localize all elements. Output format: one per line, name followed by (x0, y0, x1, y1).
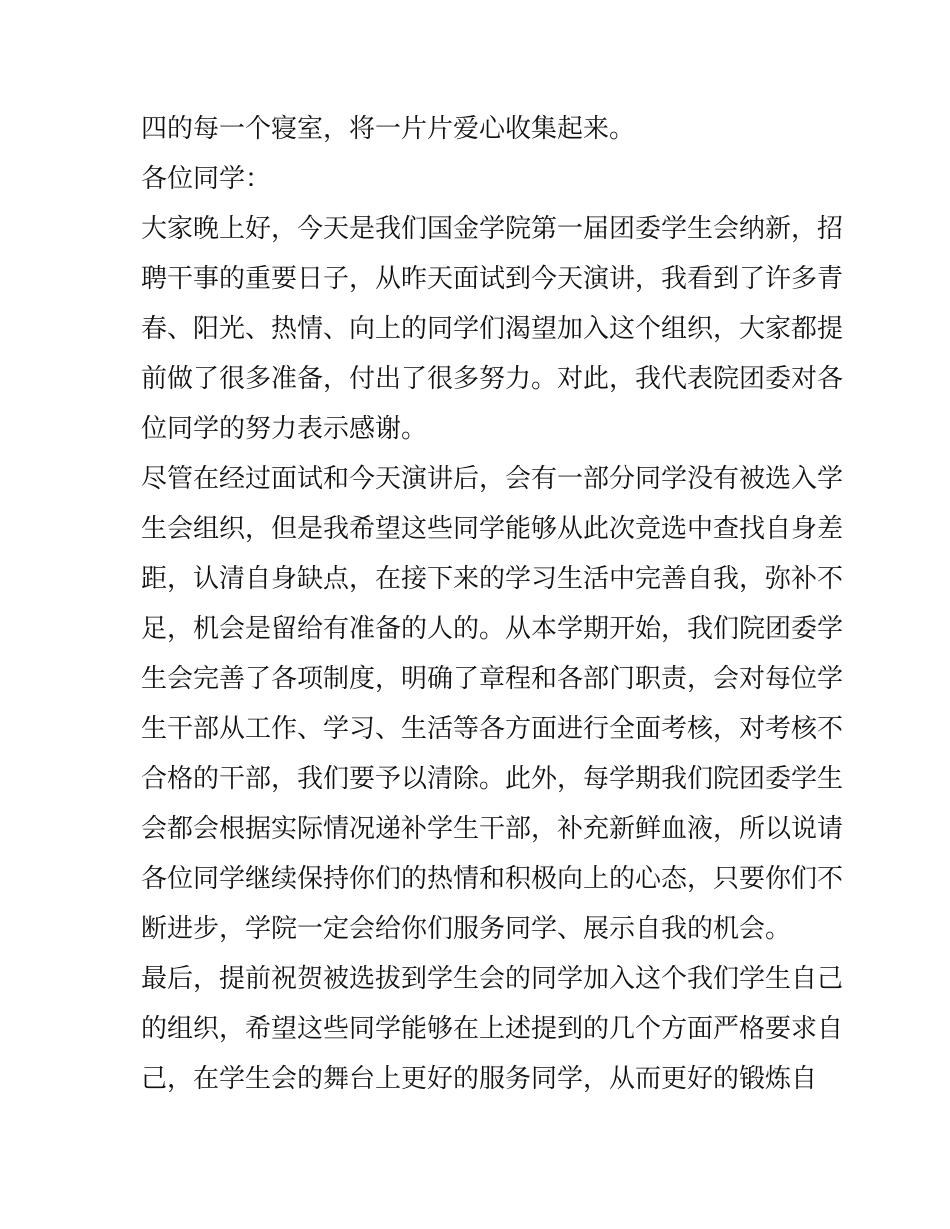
text-line: 生干部从工作、学习、生活等各方面进行全面考核，对考核不 (141, 714, 844, 744)
paragraph-1 (141, 104, 816, 154)
text-line: 合格的干部，我们要予以清除。此外，每学期我们院团委学生 (141, 764, 844, 794)
paragraph-4 (141, 454, 844, 954)
text-line: 断进步，学院一定会给你们服务同学、展示自我的机会。 (141, 914, 792, 944)
paragraph-5 (141, 954, 844, 1104)
text-line: 聘干事的重要日子，从昨天面试到今天演讲，我看到了许多青 (141, 264, 844, 294)
text-line: 各位同学： (141, 164, 272, 194)
text-line: 春、阳光、热情、向上的同学们渴望加入这个组织，大家都提 (141, 314, 844, 344)
text-line: 的组织，希望这些同学能够在上述提到的几个方面严格要求自 (141, 1014, 844, 1044)
text-line: 尽管在经过面试和今天演讲后，会有一部分同学没有被选入学 (141, 464, 844, 494)
text-line: 生会组织，但是我希望这些同学能够从此次竞选中查找自身差 (141, 514, 844, 544)
text-line: 大家晚上好，今天是我们国金学院第一届团委学生会纳新，招 (141, 214, 844, 244)
text-line: 位同学的努力表示感谢。 (141, 414, 428, 444)
text-line: 最后，提前祝贺被选拔到学生会的同学加入这个我们学生自己 (141, 964, 844, 994)
text-line: 四的每一个寝室，将一片片爱心收集起来。 (141, 114, 636, 144)
document-body (141, 104, 844, 1104)
paragraph-3 (141, 204, 844, 454)
text-line: 足，机会是留给有准备的人的。从本学期开始，我们院团委学 (141, 614, 844, 644)
text-line: 生会完善了各项制度，明确了章程和各部门职责，会对每位学 (141, 664, 844, 694)
paragraph-2-salutation (141, 154, 816, 204)
text-line: 会都会根据实际情况递补学生干部，补充新鲜血液，所以说请 (141, 814, 844, 844)
text-line: 己，在学生会的舞台上更好的服务同学，从而更好的锻炼自 (141, 1064, 818, 1094)
text-line: 距，认清自身缺点，在接下来的学习生活中完善自我，弥补不 (141, 564, 844, 594)
text-line: 各位同学继续保持你们的热情和积极向上的心态，只要你们不 (141, 864, 844, 894)
text-line: 前做了很多准备，付出了很多努力。对此，我代表院团委对各 (141, 364, 844, 394)
